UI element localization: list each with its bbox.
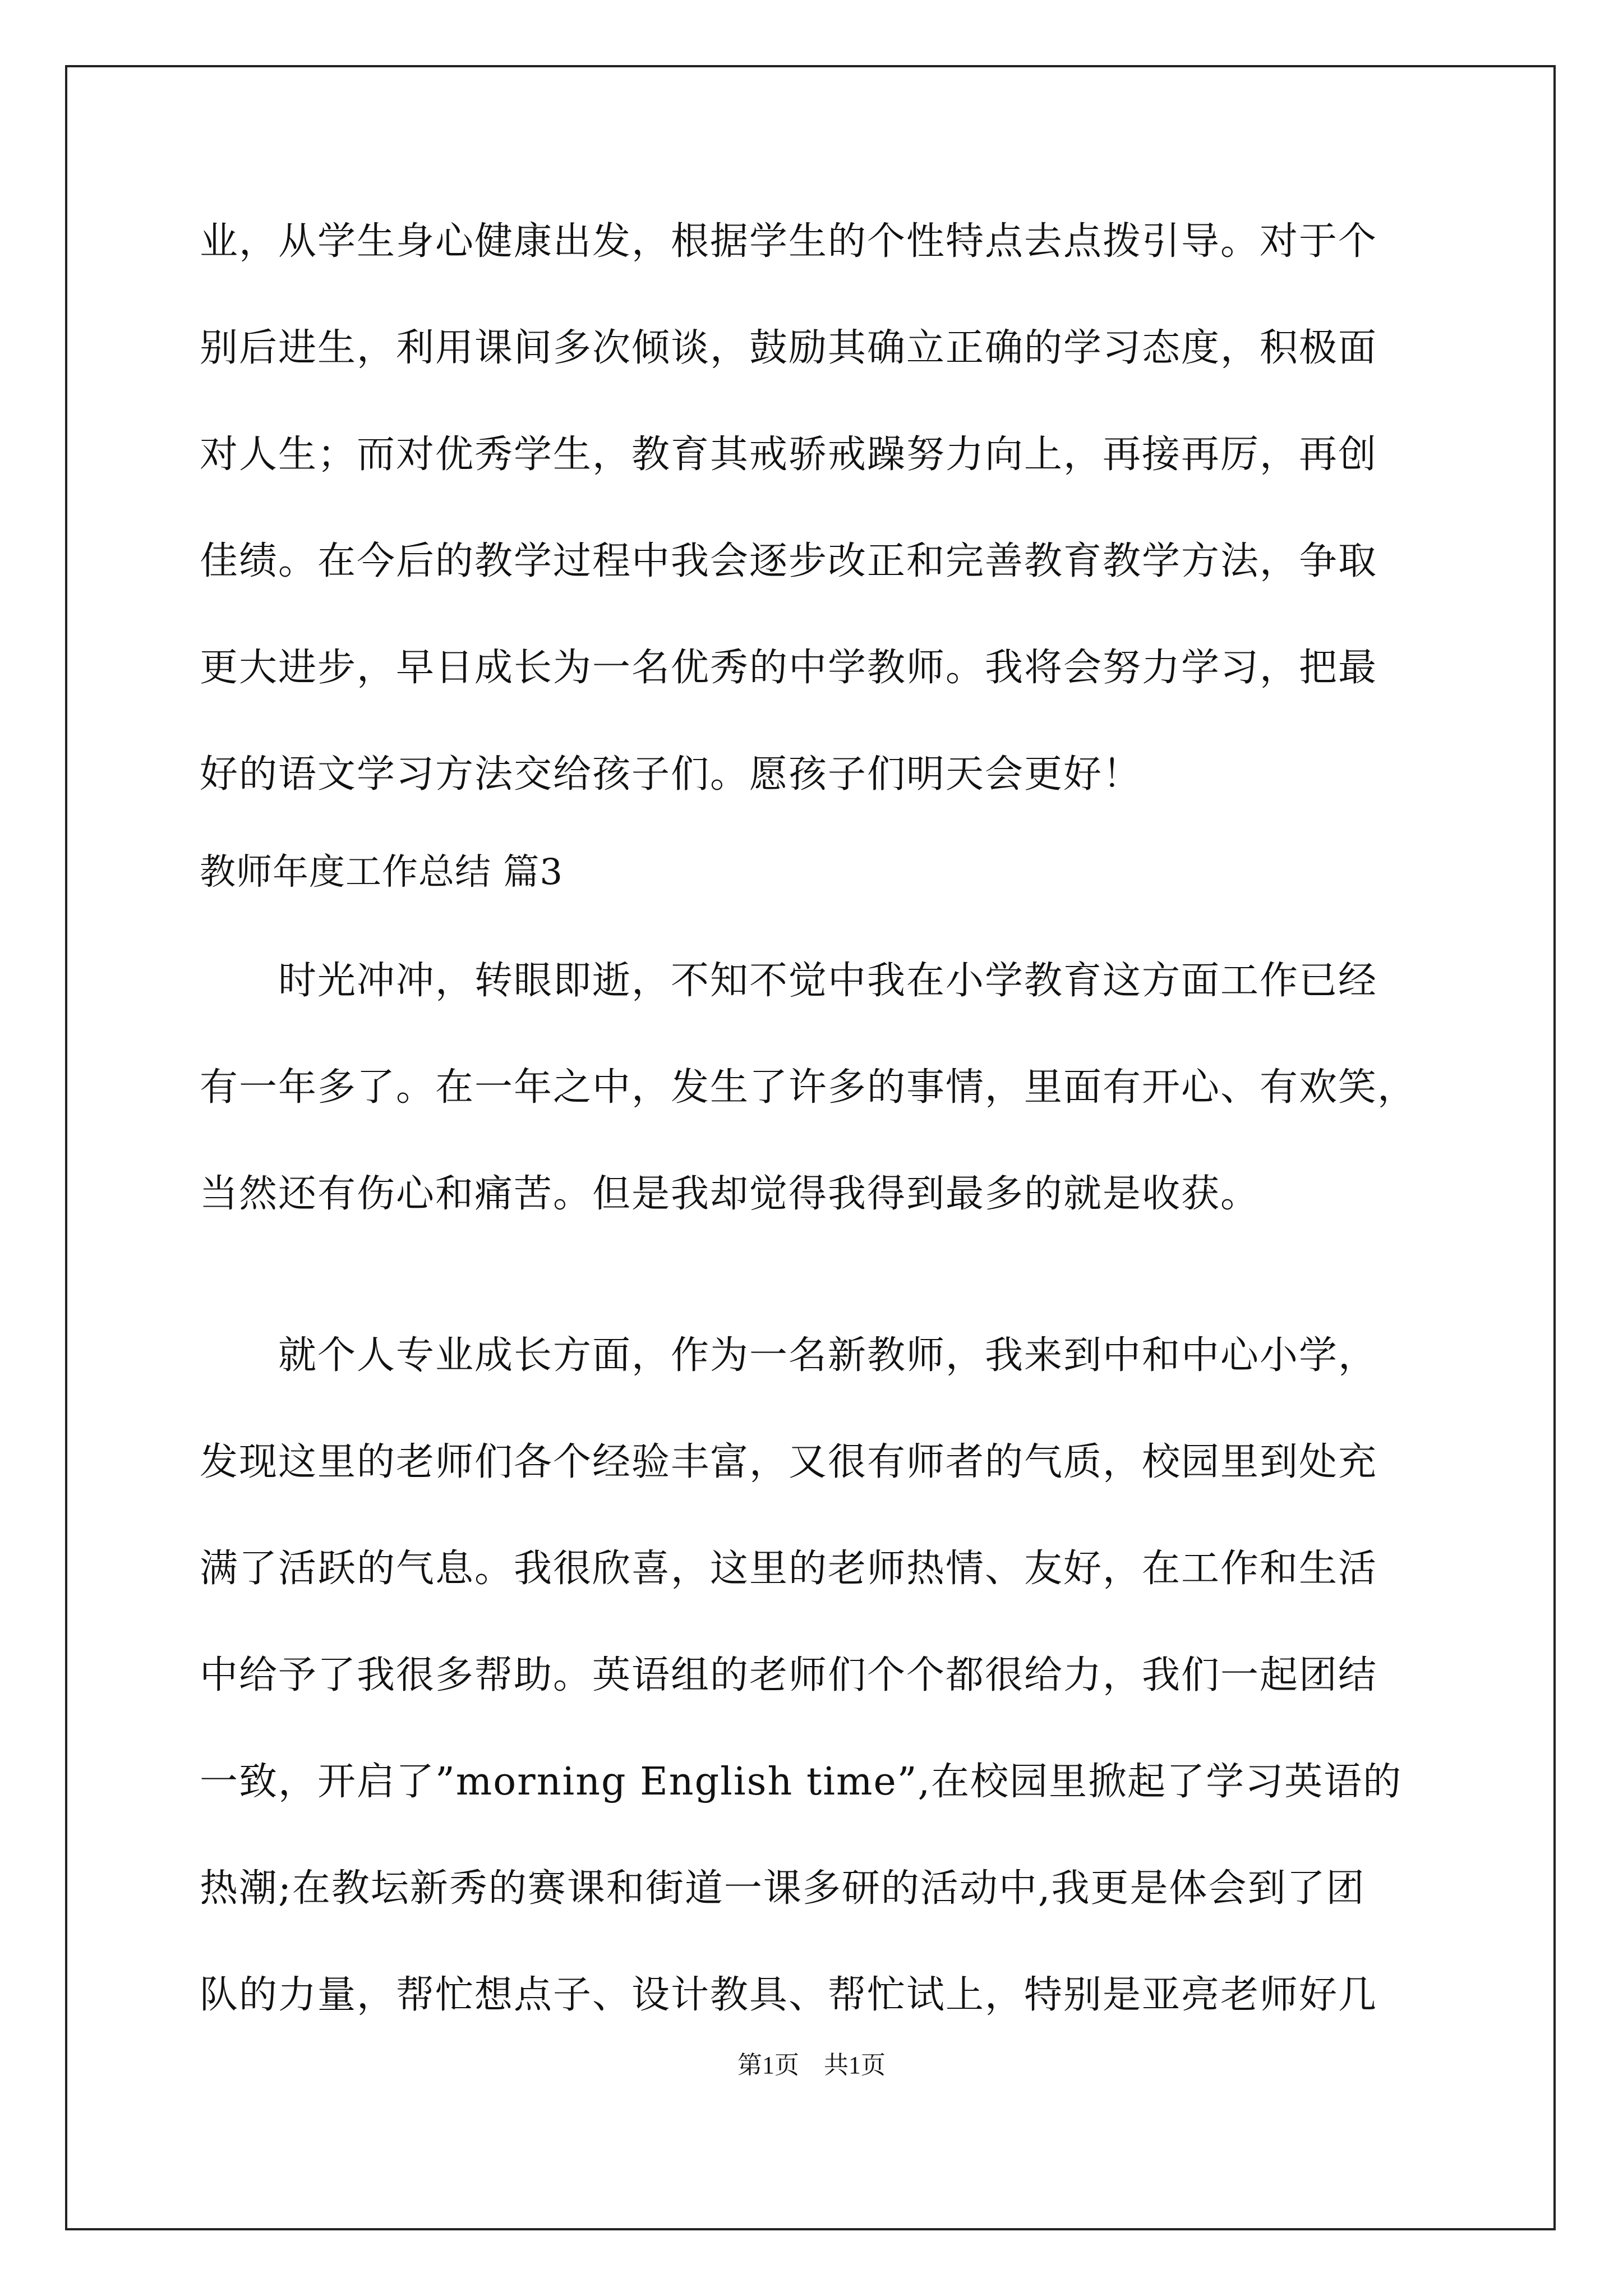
text-line: 佳绩。在今后的教学过程中我会逐步改正和完善教育教学方法，争取	[200, 539, 1378, 583]
text-line: 队的力量，帮忙想点子、设计教具、帮忙试上，特别是亚亮老师好几	[200, 1973, 1378, 2017]
text-line: 时光冲冲，转眼即逝，不知不觉中我在小学教育这方面工作已经	[200, 959, 1378, 1003]
text-line: 更大进步，早日成长为一名优秀的中学教师。我将会努力学习，把最	[200, 646, 1378, 690]
intro-paragraph	[200, 215, 1433, 802]
text-line: 当然还有伤心和痛苦。但是我却觉得我得到最多的就是收获。	[200, 1172, 1260, 1216]
text-line: 发现这里的老师们各个经验丰富，又很有师者的气质，校园里到处充	[200, 1440, 1378, 1484]
text-line: 有一年多了。在一年之中，发生了许多的事情，里面有开心、有欢笑，	[200, 1065, 1417, 1110]
paragraph-2	[200, 1329, 1433, 2022]
text-line: 好的语文学习方法交给孩子们。愿孩子们明天会更好！	[200, 752, 1142, 797]
text-line: 别后进生，利用课间多次倾谈，鼓励其确立正确的学习态度，积极面	[200, 326, 1378, 370]
paragraph-1	[200, 954, 1433, 1221]
text-line: 业，从学生身心健康出发，根据学生的个性特点去点拨引导。对于个	[200, 219, 1378, 264]
text-line: 一致，开启了”morning English time”,在校园里掀起了学习英语的	[200, 1760, 1403, 1804]
section-heading: 教师年度工作总结 篇3	[200, 852, 564, 893]
document-body	[200, 215, 1433, 2022]
page-number: 第1页 共1页	[737, 2051, 886, 2079]
text-line: 就个人专业成长方面，作为一名新教师，我来到中和中心小学，	[200, 1333, 1378, 1378]
text-line: 中给予了我很多帮助。英语组的老师们个个都很给力，我们一起团结	[200, 1653, 1378, 1697]
text-line: 热潮;在教坛新秀的赛课和街道一课多研的活动中,我更是体会到了团	[200, 1866, 1366, 1911]
text-line: 对人生；而对优秀学生，教育其戒骄戒躁努力向上，再接再厉，再创	[200, 432, 1378, 477]
text-line: 满了活跃的气息。我很欣喜，这里的老师热情、友好，在工作和生活	[200, 1547, 1378, 1591]
